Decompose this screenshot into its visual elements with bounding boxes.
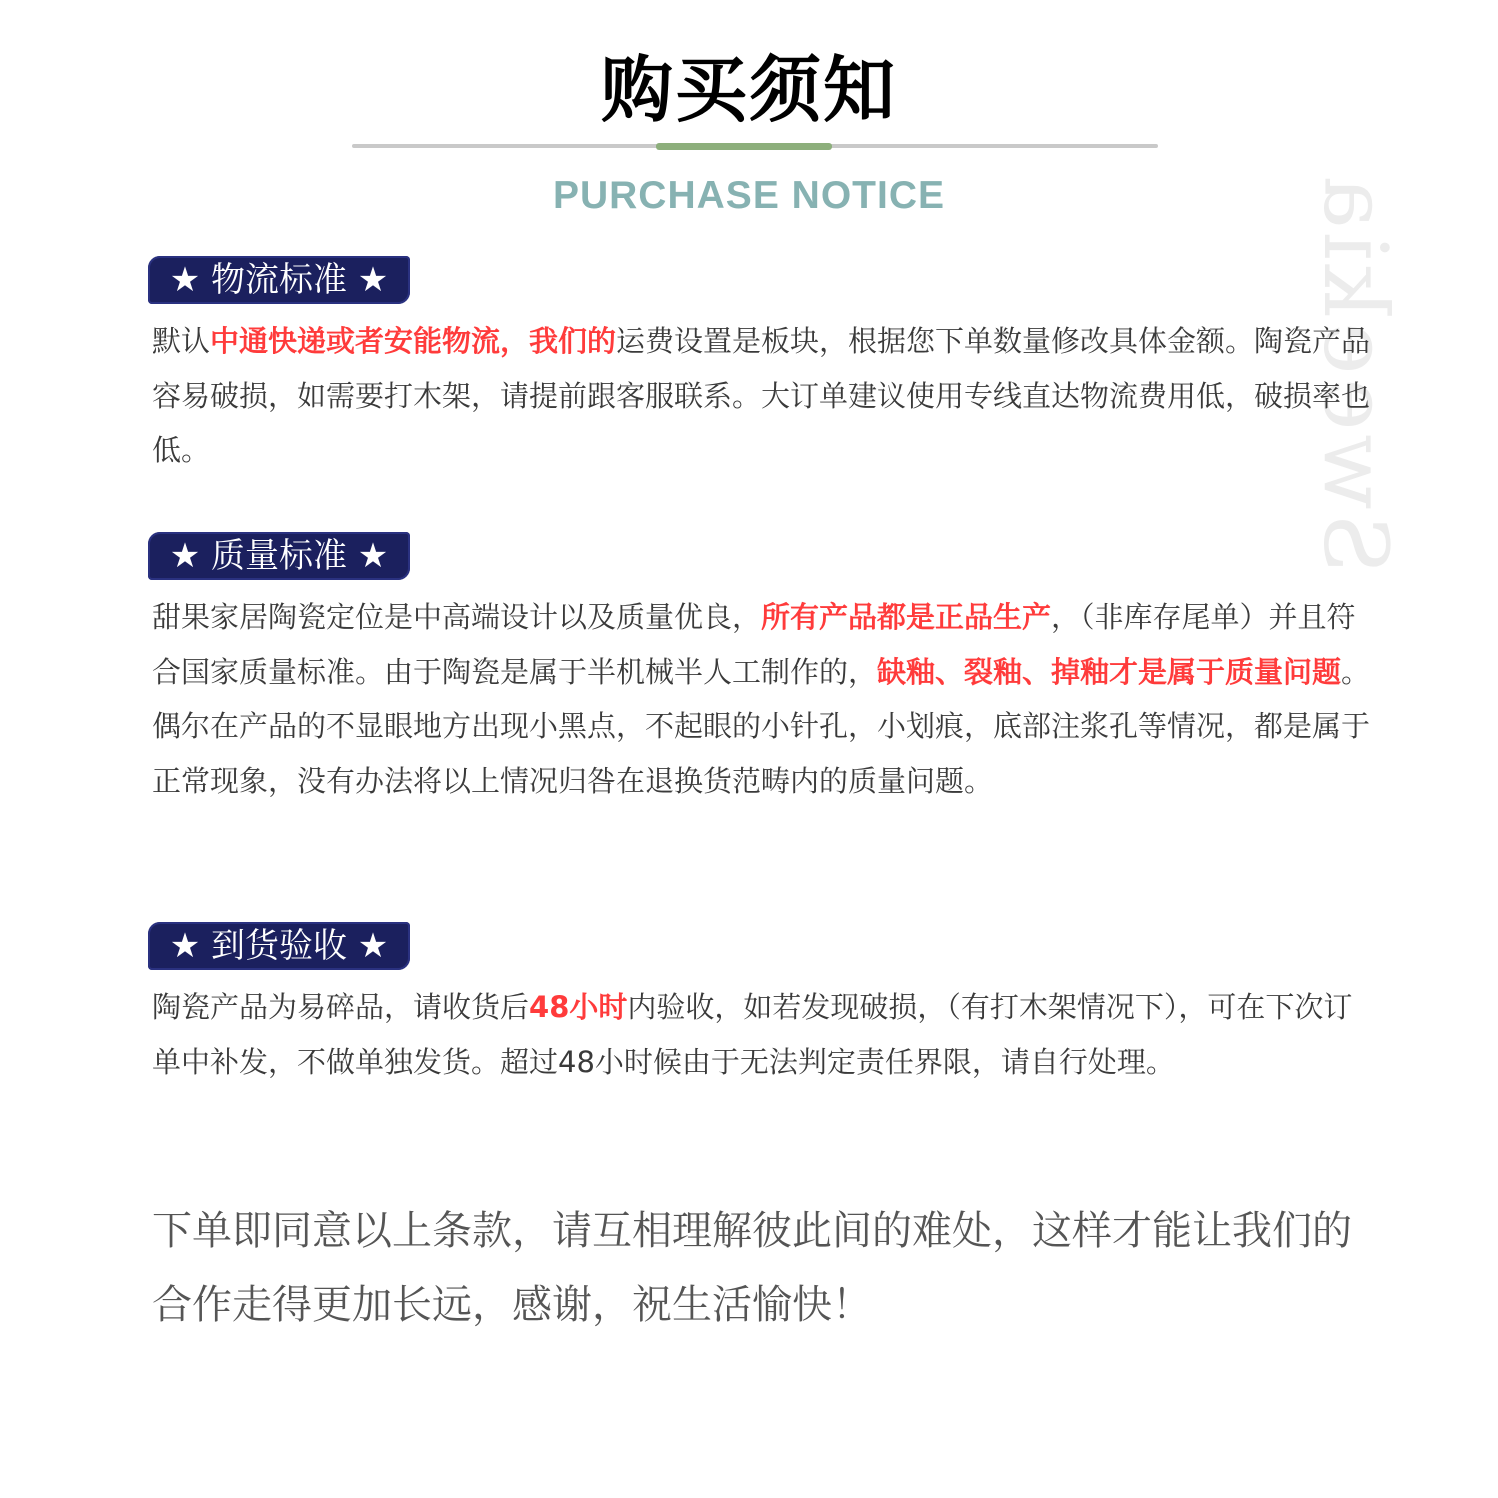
page-subtitle: PURCHASE NOTICE <box>552 174 946 217</box>
section-badge-quality: ★ 质量标准 ★ <box>148 532 410 580</box>
page-title: 购买须知 <box>600 48 897 132</box>
text-run: 甜果家居陶瓷定位是中高端设计以及质量优良， <box>152 600 762 634</box>
text-run: 陶瓷产品为易碎品，请收货后 <box>152 990 530 1024</box>
text-run: 默认 <box>152 324 211 358</box>
highlight-text: 中通快递或者安能物流，我们的 <box>210 324 617 358</box>
brand-watermark: Sweekia <box>1304 172 1407 574</box>
highlight-text: 所有产品都是正品生产 <box>761 600 1052 634</box>
text-run: 内验收，如若发现破损，（有打木架情况下），可在下次订单中补发，不做单独发货。超过48小时候由于无法判定责任界限，请自行处理。 <box>152 990 1353 1079</box>
closing-statement: 下单即同意以上条款，请互相理解彼此间的难处，这样才能让我们的合作走得更加长远，感谢，祝生活愉快！ <box>152 1208 1352 1328</box>
highlight-text: 48小时 <box>529 990 628 1024</box>
title-divider-accent <box>656 143 832 150</box>
text-run: ，（非库存尾单）并且符合国家质量标准。由于陶瓷是属于半机械半人工制作的， <box>152 600 1356 689</box>
section-badge-logistics: ★ 物流标准 ★ <box>148 256 410 304</box>
section-text-logistics <box>152 314 1380 478</box>
text-run: 运费设置是板块，根据您下单数量修改具体金额。陶瓷产品容易破损，如需要打木架，请提前跟客服联系。大订单建议使用专线直达物流费用低，破损率也低。 <box>152 324 1371 467</box>
section-text-receiving <box>152 980 1380 1089</box>
highlight-text: 缺釉、裂釉、掉釉才是属于质量问题 <box>877 654 1342 689</box>
section-badge-receiving: ★ 到货验收 ★ <box>148 922 410 970</box>
text-run: 。偶尔在产品的不显眼地方出现小黑点，不起眼的小针孔，小划痕，底部注浆孔等情况，都是属于正常现象，没有办法将以上情况归咎在退换货范畴内的质量问题。 <box>152 654 1371 798</box>
section-text-quality <box>152 590 1380 808</box>
